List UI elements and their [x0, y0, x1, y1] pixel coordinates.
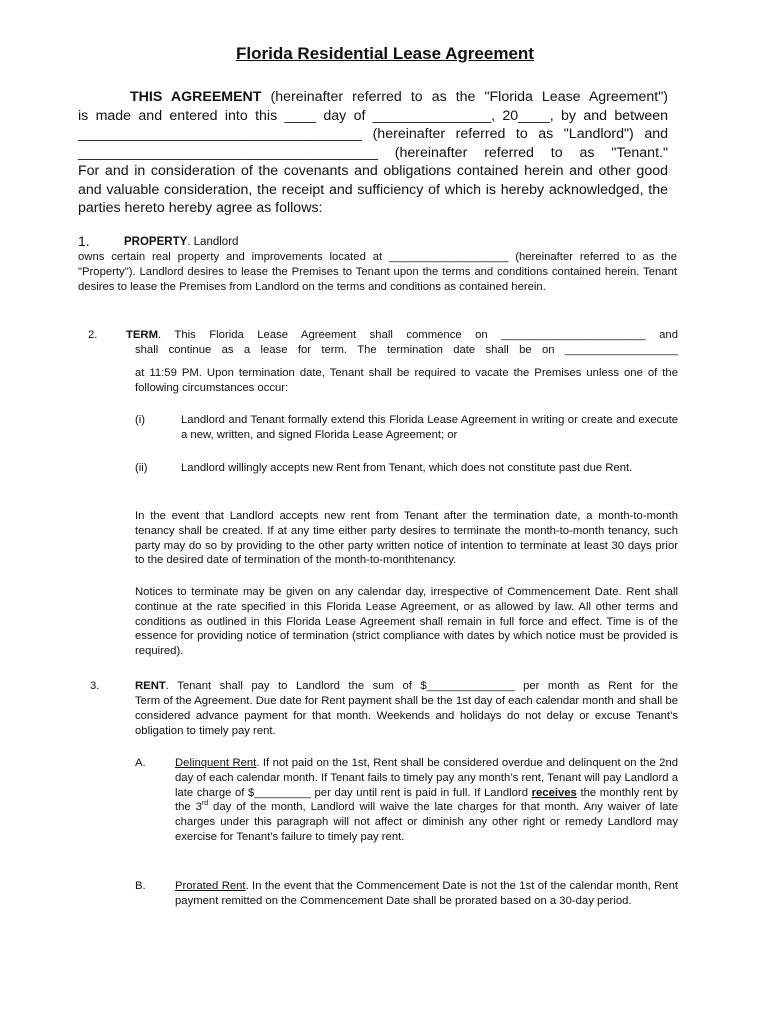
- item-i-text: Landlord and Tenant formally extend this Florida Lease Agreement in writing or create and execute a new, written, and signed Florida Lease Agreement; or: [181, 414, 678, 441]
- sub-b-text: [175, 879, 678, 909]
- sub-a-heading: Delinquent Rent: [175, 757, 257, 769]
- intro-line-4: ______________________________________ (hereinafter referred to as "Tenant.": [78, 144, 668, 161]
- sub-a-text-before: . If not paid on the 1st, Rent shall be considered overdue and delinquent on the 2nd day of each calendar month. If Tenant fails to timely pay any month’s rent, Tenant will pay Landlord a late charge of $_________ per day until rent is paid in full. If Landlord: [175, 757, 679, 799]
- intro-line-1-rest: (hereinafter referred to as the "Florida Lease Agreement"): [261, 89, 668, 105]
- section-2-number: 2.: [88, 329, 98, 341]
- sub-a-label: A.: [135, 757, 146, 769]
- sub-a-text: [175, 756, 678, 845]
- intro-line-2: is made and entered into this ____ day of _______________, 20____, by and between: [78, 107, 668, 124]
- section-3-heading: RENT: [135, 680, 166, 692]
- section-1-number: 1.: [78, 233, 90, 249]
- item-i-label: (i): [135, 414, 146, 426]
- sub-b-heading: Prorated Rent: [175, 880, 246, 892]
- intro-lead: THIS AGREEMENT: [130, 89, 262, 105]
- intro-line-1: [78, 88, 668, 107]
- section-1-heading-line: [124, 235, 238, 250]
- intro-paragraph: [78, 88, 668, 218]
- section-2-heading: TERM: [126, 329, 159, 341]
- intro-consideration: For and in consideration of the covenants and obligations contained herein and other good and valuable consideration, the receipt and sufficiency of which is hereby acknowledged, the parties hereto hereby agree as follows:: [78, 163, 668, 216]
- item-ii-label: (ii): [135, 462, 148, 474]
- section-2-line-2: shall continue as a lease for term. The termination date shall be on __________________: [135, 344, 678, 356]
- sub-a-sup: rd: [201, 800, 209, 808]
- section-2-line-1-rest: . This Florida Lease Agreement shall commence on _______________________ and: [158, 329, 678, 341]
- section-2-para-3: Notices to terminate may be given on any calendar day, irrespective of Commencement Date. Rent shall continue at the rate specified in this Florida Lease Agreement, or as allowed by law. All other terms and conditions as outlined in this Florida Lease Agreement shall remain in full force and effect. Time is of the essence for providing notice of termination (strict compliance with dates by which notice must be provided is required).: [135, 586, 678, 658]
- sub-a-text-mid: the monthly rent by the 3: [175, 786, 678, 814]
- section-1-heading-rest: . Landlord: [187, 236, 239, 248]
- section-2-para-1: at 11:59 PM. Upon termination date, Tenant shall be required to vacate the Premises unless one of the following circumstances occur:: [135, 367, 678, 394]
- section-2-para-2: In the event that Landlord accepts new rent from Tenant after the termination date, a month-to-month tenancy shall be created. If at any time either party desires to terminate the month-to-month tenancy, such party may do so by providing to the other party written notice of intention to terminate at least 30 days prior to the desired date of termination of the month-to-monthtenancy.: [135, 510, 678, 567]
- section-1-heading: PROPERTY: [124, 236, 188, 248]
- sub-b-label: B.: [135, 880, 146, 892]
- sub-a-bold-word: receives: [531, 786, 577, 799]
- document-title: Florida Residential Lease Agreement: [236, 44, 534, 63]
- item-ii-text: Landlord willingly accepts new Rent from Tenant, which does not constitute past due Rent.: [181, 462, 633, 474]
- sub-b-body: . In the event that the Commencement Date is not the 1st of the calendar month, Rent payment remitted on the Commencement Date shall be prorated based on a 30-day period.: [175, 880, 678, 907]
- sub-a-text-after: day of the month, Landlord will waive the late charges for that month. Any waiver of late charges under this paragraph will not affect or diminish any other right or remedy Landlord may exercise for Tenant’s failure to timely pay rent.: [175, 801, 678, 843]
- section-3-number: 3.: [90, 680, 100, 692]
- intro-line-3: ____________________________________ (hereinafter referred to as "Landlord") and: [78, 126, 668, 142]
- section-3-line-1-rest: . Tenant shall pay to Landlord the sum of $______________ per month as Rent for the: [165, 680, 678, 692]
- section-3-body: Term of the Agreement. Due date for Rent payment shall be the 1st day of each calendar month and shall be considered advance payment for that month. Weekends and holidays do not delay or excuse Tenant’s obligation to timely pay rent.: [135, 695, 678, 737]
- section-1-body: owns certain real property and improvements located at ___________________ (hereinafter referred to as the "Property"). Landlord desires to lease the Premises to Tenant upon the terms and conditions contained herein. Tenant desires to lease the Premises from Landlord on the terms and conditions as contained herein.: [78, 251, 677, 293]
- section-3-line-1: [135, 679, 678, 694]
- section-2-line-1: [126, 328, 678, 343]
